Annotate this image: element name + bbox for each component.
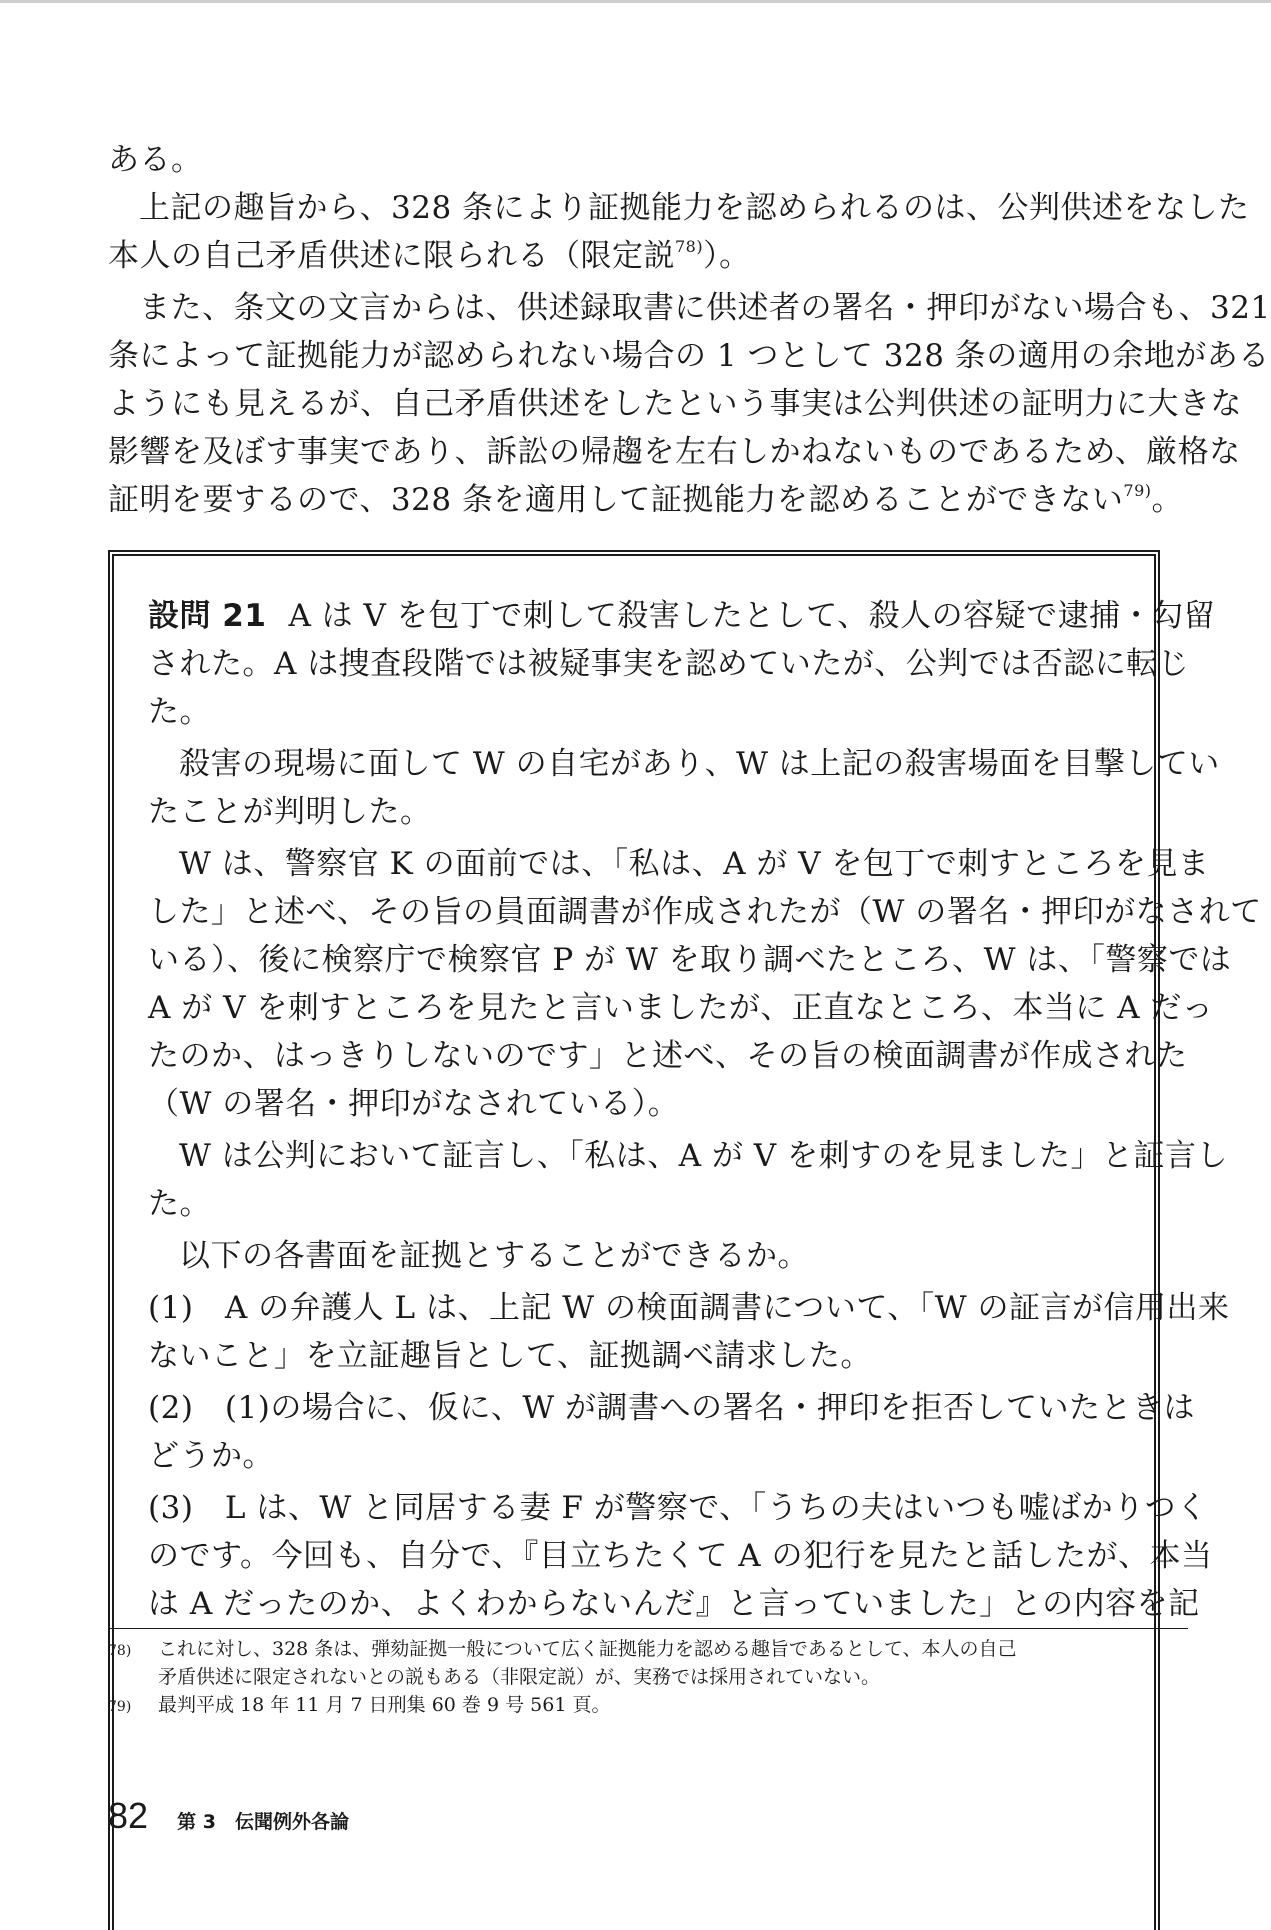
footnote-continuation: 矛盾供述に限定されないとの説もある（非限定説）が、実務では採用されていない。	[158, 1666, 881, 1688]
problem-line: た。	[148, 694, 211, 730]
problem-line: は A だったのか、よくわからないんだ』と言っていました」との内容を記	[148, 1586, 1200, 1622]
problem-line: どうか。	[148, 1438, 274, 1474]
body-text-fragment: 。	[1151, 482, 1184, 518]
problem-label: 設問 21	[148, 598, 267, 634]
footnote-number: 78)	[108, 1643, 132, 1659]
problem-line: 以下の各書面を証拠とすることができるか。	[179, 1238, 809, 1274]
problem-box	[108, 550, 1262, 1930]
footnote	[108, 1636, 1017, 1664]
footnote	[108, 1692, 610, 1720]
running-head: 第 3 伝聞例外各論	[177, 1811, 349, 1833]
footnote-text: これに対し、328 条は、弾劾証拠一般について広く証拠能力を認める趣旨であるとして、本人の自己	[158, 1638, 1017, 1660]
problem-line: たことが判明した。	[148, 794, 432, 830]
problem-line: （W の署名・押印がなされている）。	[148, 1086, 680, 1122]
problem-line: たのか、はっきりしないのです」と述べ、その旨の検面調書が作成された	[148, 1038, 1188, 1074]
problem-line: のです。今回も、自分で、『目立ちたくて A の犯行を見たと話したが、本当	[148, 1538, 1213, 1574]
problem-line: (3) L は、W と同居する妻 F が警察で、「うちの夫はいつも嘘ばかりつく	[148, 1490, 1208, 1526]
body-line	[108, 480, 1183, 520]
body-line: また、条文の文言からは、供述録取書に供述者の署名・押印がない場合も、321	[139, 290, 1271, 326]
problem-line	[148, 596, 1215, 636]
problem-text: A は V を包丁で刺して殺害したとして、殺人の容疑で逮捕・勾留	[288, 598, 1216, 634]
footnote-ref-78[interactable]: 78)	[675, 237, 704, 256]
footnote-number: 79)	[108, 1699, 132, 1715]
problem-line: された。A は捜査段階では被疑事実を認めていたが、公判では否認に転じ	[148, 646, 1190, 682]
problem-line: いる）、後に検察庁で検察官 P が W を取り調べたところ、W は、「警察では	[148, 942, 1232, 978]
top-rule	[0, 0, 1271, 3]
body-line: ようにも見えるが、自己矛盾供述をしたという事実は公判供述の証明力に大きな	[108, 386, 1242, 422]
problem-line: (1) A の弁護人 L は、上記 W の検面調書について、「W の証言が信用出来	[148, 1290, 1230, 1326]
problem-line: W は、警察官 K の面前では、「私は、A が V を包丁で刺すところを見ま	[179, 846, 1210, 882]
body-line	[108, 236, 751, 276]
problem-line: した」と述べ、その旨の員面調書が作成されたが（W の署名・押印がなされて	[148, 894, 1262, 930]
problem-line: A が V を刺すところを見たと言いましたが、正直なところ、本当に A だっ	[148, 990, 1214, 1026]
body-line: ある。	[108, 142, 203, 178]
problem-line: た。	[148, 1186, 211, 1222]
body-text-fragment: 証明を要するので、328 条を適用して証拠能力を認めることができない	[108, 482, 1124, 518]
footnote-text: 最判平成 18 年 11 月 7 日刑集 60 巻 9 号 561 頁。	[158, 1694, 611, 1716]
problem-line: 殺害の現場に面して W の自宅があり、W は上記の殺害場面を目撃してい	[179, 746, 1220, 782]
problem-line: W は公判において証言し、「私は、A が V を刺すのを見ました」と証言し	[179, 1138, 1229, 1174]
page-footer	[108, 1795, 349, 1837]
body-line: 条によって証拠能力が認められない場合の 1 つとして 328 条の適用の余地がある	[108, 338, 1270, 374]
body-line: 影響を及ぼす事実であり、訴訟の帰趨を左右しかねないものであるため、厳格な	[108, 434, 1241, 470]
footnote-ref-79[interactable]: 79)	[1123, 481, 1152, 500]
body-line: 上記の趣旨から、328 条により証拠能力を認められるのは、公判供述をなした	[139, 190, 1250, 226]
body-text-fragment: 本人の自己矛盾供述に限られる（限定説	[108, 238, 675, 274]
body-text-fragment: ）。	[703, 238, 751, 274]
problem-line: (2) (1)の場合に、仮に、W が調書への署名・押印を拒否していたときは	[148, 1390, 1196, 1426]
page-number: 82	[108, 1795, 149, 1836]
problem-line: ないこと」を立証趣旨として、証拠調べ請求した。	[148, 1338, 872, 1374]
footnote-rule	[108, 1628, 1188, 1629]
